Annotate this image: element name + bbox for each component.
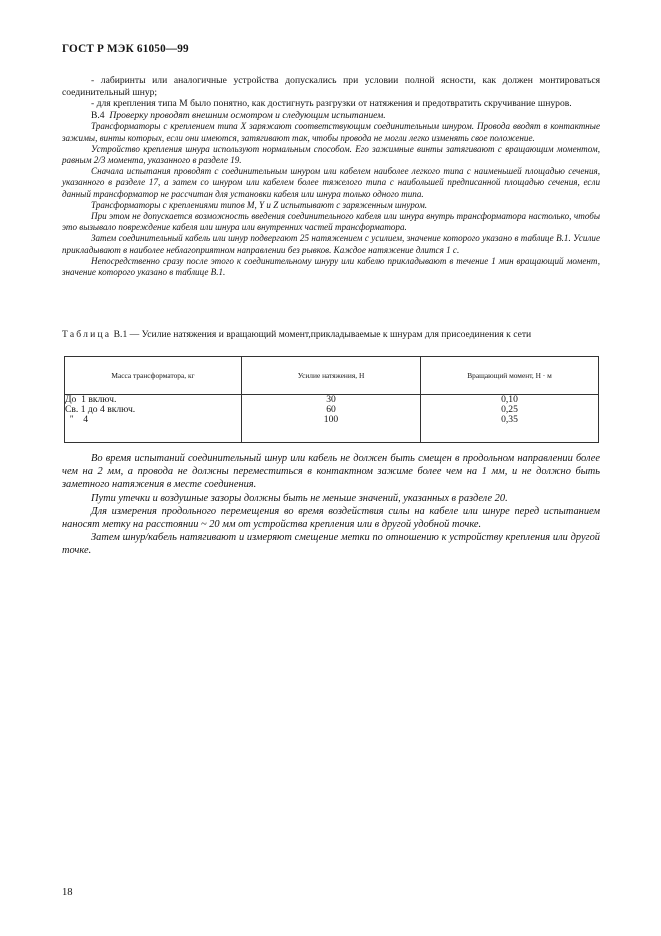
- torque-value: 0,25: [501, 404, 518, 416]
- force-cell: [242, 395, 421, 443]
- page-number: 18: [62, 887, 73, 898]
- force-value: 100: [323, 414, 339, 426]
- body-text-block: [62, 75, 600, 278]
- mass-value: До 1 включ.: [65, 394, 117, 405]
- paragraph-marking: Для измерения продольного перемещения во время воздействия силы на кабеле или шнуре перед испытанием наносят метку на расстоянии ~ 20 мм от устройства крепления или в другой удобной точке.: [62, 505, 600, 531]
- force-value: 30: [326, 394, 336, 405]
- paragraph-torque-test: Непосредственно сразу после этого к соединительному шнуру или кабелю прикладывают в течение 1 мин вращающий момент, значение которого указано в таблице В.1.: [62, 255, 600, 278]
- table-caption: [62, 329, 600, 341]
- paragraph-b4: [62, 110, 600, 122]
- paragraph-types-myz: Трансформаторы с креплениями типов М, Y и Z испытывают с заряженным шнуром.: [91, 199, 428, 210]
- paragraph-first-test: Сначала испытания проводят с соединительным шнуром или кабелем наиболее легкого типа с наименьшей площадью сечения, указанного в разделе 17, а затем со шнуром или кабелем более тяжелого типа с наибольшей предписанной площадью сечения, если данный трансформатор не рассчитан для установки кабеля или шнура только одного типа.: [62, 166, 600, 199]
- document-header: ГОСТ Р МЭК 61050—99: [62, 43, 189, 55]
- clause-number: В.4: [91, 109, 105, 121]
- data-table: [64, 356, 599, 443]
- clause-text: Проверку проводят внешним осмотром и следующим испытанием.: [109, 109, 386, 121]
- paragraph-type-m-fixing: - для крепления типа М было понятно, как достигнуть разгрузки от натяжения и предотвратить скручивание шнуров.: [91, 98, 572, 110]
- torque-cell: [421, 395, 599, 443]
- paragraph-labyrinths: - лабиринты или аналогичные устройства допускались при условии полной ясности, как должен монтироваться соединительный шнур;: [62, 75, 600, 98]
- header-mass: Масса трансформатора, кг: [65, 357, 242, 395]
- mass-value: Св. 1 до 4 включ.: [65, 404, 136, 416]
- table-header-row: [65, 357, 599, 395]
- table-row: [65, 395, 599, 443]
- mass-cell: [65, 395, 242, 443]
- force-value: 60: [326, 404, 336, 416]
- paragraph-fixing-device: Устройство крепления шнура используют нормальным способом. Его зажимные винты затягивают с вращающим моментом, равным 2/3 момента, указанного в разделе 19.: [62, 143, 600, 165]
- torque-value: 0,35: [501, 414, 518, 426]
- paragraph-no-push-in: При этом не допускается возможность введения соединительного кабеля или шнура внутрь трансформатора настолько, чтобы это вызывало повреждение кабеля или шнура или внутренних частей трансформатора.: [62, 211, 600, 233]
- header-torque: Вращающий момент, Н · м: [421, 357, 599, 395]
- table-title: — Усилие натяжения и вращающий момент,прикладываемые к шнурам для присоединения к сети: [127, 329, 532, 340]
- paragraph-measure: Затем шнур/кабель натягивают и измеряют смещение метки по отношению к устройству крепления или другой точке.: [62, 532, 600, 557]
- table-number: В.1: [113, 329, 128, 340]
- header-force: Усилие натяжения, Н: [242, 357, 421, 395]
- mass-value: " 4: [65, 414, 89, 426]
- table-label: Таблица: [62, 329, 112, 340]
- paragraph-type-x: Трансформаторы с креплением типа Х заряжают соответствующим соединительным шнуром. Провода вводят в контактные зажимы, винты которых, если они имеются, затягивают так, чтобы провода не могли легко изменять свое положение.: [62, 121, 600, 143]
- post-table-text: [62, 452, 600, 558]
- torque-value: 0,10: [501, 394, 518, 405]
- paragraph-displacement: Во время испытаний соединительный шнур или кабель не должен быть смещен в продольном направлении более чем на 2 мм, а провода не должны переместиться в контактном зажиме более чем на 1 мм, и не должно быть заметного натяжения в месте соединения.: [62, 453, 600, 491]
- paragraph-pull-test: Затем соединительный кабель или шнур подвергают 25 натяжением с усилием, значение которого указано в таблице В.1. Усилие прикладывают в наиболее неблагоприятном направлении без рывков. Каждое натяжение длится 1 с.: [62, 233, 600, 255]
- paragraph-creepage: Пути утечки и воздушные зазоры должны быть не меньше значений, указанных в разделе 20.: [91, 492, 508, 504]
